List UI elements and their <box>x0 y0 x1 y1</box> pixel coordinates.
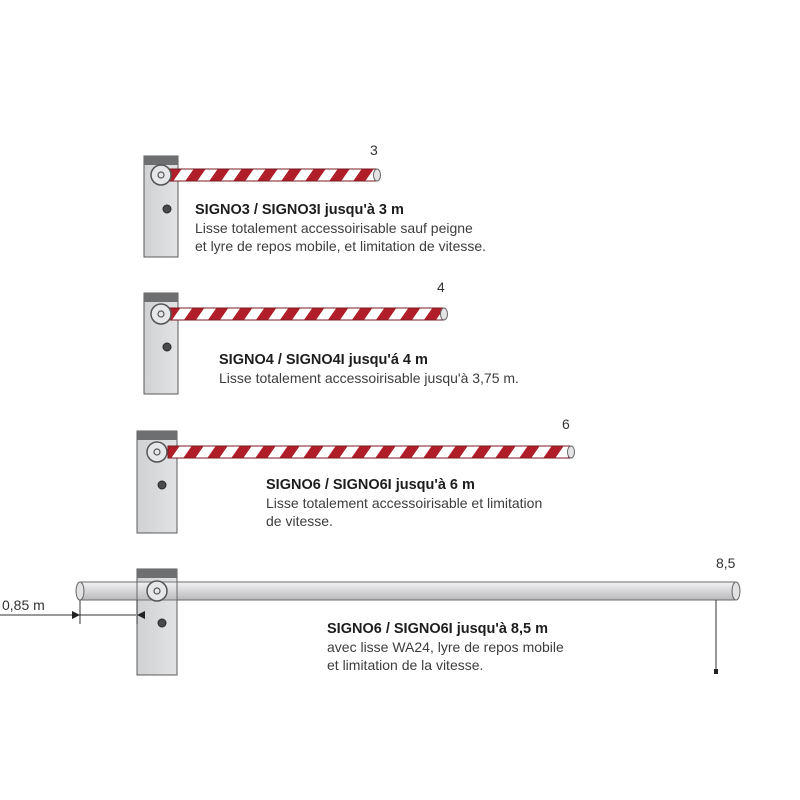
pivot-hub <box>147 581 167 601</box>
description-line: Lisse totalement accessoirisable jusqu'à 3,75 m. <box>219 370 519 386</box>
housing-top-cap <box>144 156 178 165</box>
key-lock-icon <box>163 205 171 213</box>
striped-boom <box>168 308 443 320</box>
boom-rear-end <box>76 582 84 600</box>
description-signo3 <box>195 201 486 255</box>
length-label-8-5: 8,5 <box>716 555 736 571</box>
key-lock-icon <box>158 481 166 489</box>
pivot-hub <box>147 442 167 462</box>
key-lock-icon <box>158 619 166 627</box>
model-title: SIGNO4 / SIGNO4I jusqu'á 4 m <box>219 352 428 368</box>
key-lock-icon <box>163 343 171 351</box>
length-label-4: 4 <box>437 279 445 295</box>
boom-tip <box>374 169 381 181</box>
description-line: de vitesse. <box>266 513 333 529</box>
description-line: avec lisse WA24, lyre de repos mobile <box>327 639 564 655</box>
model-title: SIGNO6 / SIGNO6I jusqu'à 6 m <box>266 477 475 493</box>
striped-boom <box>168 446 570 458</box>
description-line: Lisse totalement accessoirisable et limitation <box>266 495 543 511</box>
pivot-hub <box>151 304 171 324</box>
length-label-3: 3 <box>370 142 378 158</box>
model-title: SIGNO6 / SIGNO6I jusqu'à 8,5 m <box>327 621 549 637</box>
length-label-6: 6 <box>562 416 570 432</box>
description-line: et lyre de repos mobile, et limitation de vitesse. <box>195 238 487 254</box>
housing-top-cap <box>137 569 177 578</box>
description-signo6 <box>266 476 542 530</box>
aluminium-boom <box>80 582 736 600</box>
description-signo4 <box>219 351 519 387</box>
boom-tip <box>732 582 740 600</box>
arrow-right-icon <box>72 611 80 619</box>
model-title: SIGNO3 / SIGNO3I jusqu'à 3 m <box>195 202 404 218</box>
description-signo6-8-5m <box>327 620 564 674</box>
offset-dimension-label: 0,85 m <box>2 597 45 613</box>
support-leg-foot <box>714 669 718 674</box>
description-line: et limitation de la vitesse. <box>327 657 484 673</box>
housing-top-cap <box>137 431 177 440</box>
boom-tip <box>568 446 575 458</box>
housing-top-cap <box>144 293 178 302</box>
pivot-hub <box>151 165 171 185</box>
striped-boom <box>168 169 376 181</box>
boom-tip <box>441 308 448 320</box>
description-line: Lisse totalement accessoirisable sauf peigne <box>195 220 473 236</box>
